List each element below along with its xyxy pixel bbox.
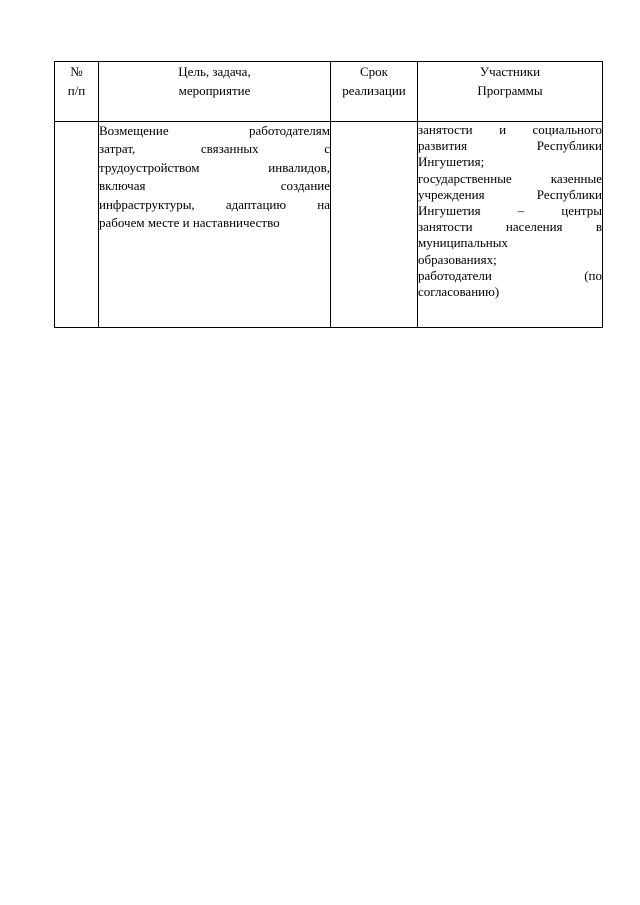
participants-line: развития Республики (418, 138, 602, 154)
program-table (54, 61, 603, 328)
goal-line: трудоустройством инвалидов, (99, 159, 330, 175)
goal-line: затрат, связанных с (99, 141, 330, 157)
participants-line: работодатели (по (418, 267, 602, 283)
goal-line: включая создание (99, 178, 330, 194)
goal-line: Возмещение работодателям (99, 123, 330, 138)
header-goal-line-1: Цель, задача, (178, 64, 251, 79)
goal-line: инфраструктуры, адаптацию на (99, 196, 330, 212)
header-number (55, 62, 99, 122)
participants-line: занятости и социального (418, 122, 602, 137)
header-participants-line-1: Участники (479, 64, 541, 79)
header-number-line-2: п/п (67, 83, 86, 98)
header-term (331, 62, 418, 122)
header-participants (418, 62, 603, 122)
header-goal-line-2: мероприятие (178, 83, 251, 98)
participants-line: Ингушетия – центры (418, 203, 602, 219)
participants-line: Ингушетия; (418, 154, 485, 170)
row-participants-cell (418, 122, 603, 328)
goal-line: рабочем месте и наставничество (99, 215, 280, 231)
header-term-line-1: Срок (360, 64, 388, 79)
row-term-cell (331, 122, 418, 328)
participants-line: образованиях; (418, 251, 497, 267)
participants-line: занятости населения в (418, 219, 602, 235)
participants-line: муниципальных (418, 235, 509, 251)
participants-line: учреждения Республики (418, 186, 602, 202)
row-goal-cell (99, 122, 331, 328)
table-header-row (55, 62, 603, 122)
header-number-line-1: № (70, 64, 83, 79)
participants-line: согласованию) (418, 284, 500, 300)
row-number-cell (55, 122, 99, 328)
header-term-line-2: реализации (342, 83, 406, 98)
header-goal (99, 62, 331, 122)
participants-line: государственные казенные (418, 170, 602, 186)
table-row (55, 122, 603, 328)
header-participants-line-2: Программы (477, 83, 543, 98)
